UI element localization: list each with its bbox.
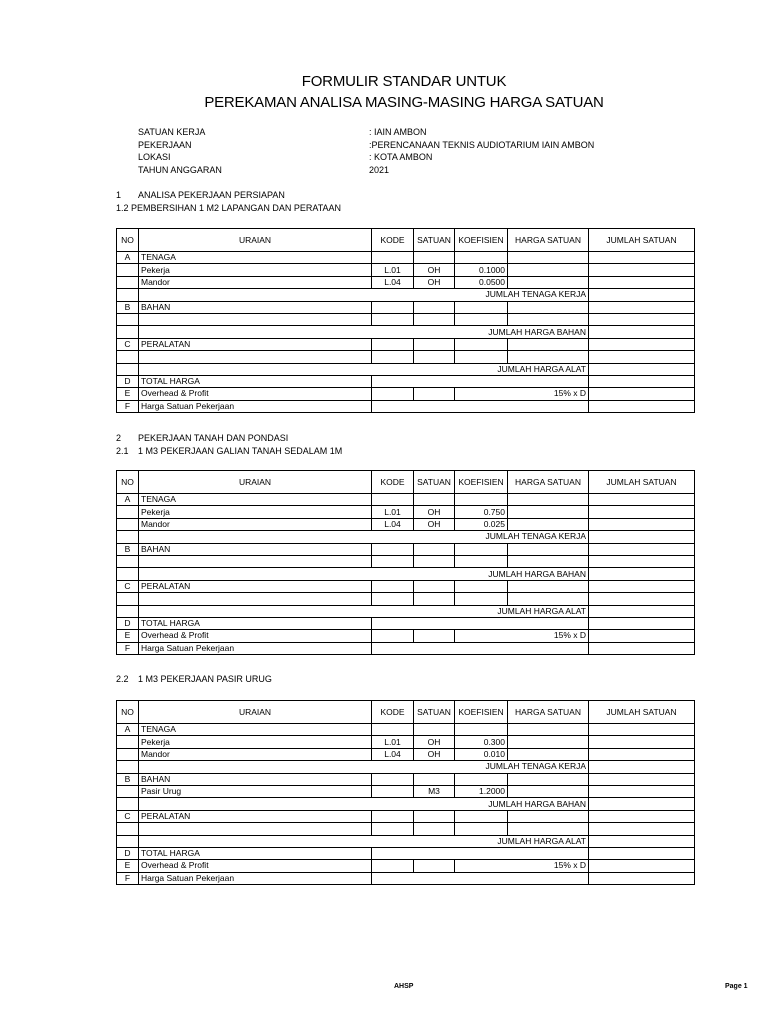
table-row [117, 785, 695, 797]
row-code: D [117, 847, 139, 859]
table-row [117, 810, 695, 822]
subtotal-label: JUMLAH TENAGA KERJA [139, 761, 589, 773]
col-header-kode: KODE [372, 229, 414, 252]
info-label: SATUAN KERJA [138, 127, 206, 137]
row-label: TOTAL HARGA [139, 847, 372, 859]
item-satuan: M3 [414, 785, 455, 797]
row-label: TENAGA [139, 724, 372, 736]
footer-page-number: Page 1 [725, 983, 748, 990]
col-header-uraian: URAIAN [139, 701, 372, 724]
table-row [117, 326, 695, 338]
table-header-row [117, 229, 695, 252]
subtotal-label: JUMLAH TENAGA KERJA [139, 531, 589, 543]
subtotal-label: JUMLAH TENAGA KERJA [139, 289, 589, 301]
info-label: TAHUN ANGGARAN [138, 165, 222, 175]
row-code: B [117, 773, 139, 785]
info-label: LOKASI [138, 152, 171, 162]
item-name: Mandor [139, 748, 372, 760]
col-header-jumlah-satuan: JUMLAH SATUAN [589, 229, 695, 252]
row-label: BAHAN [139, 543, 372, 555]
col-header-no: NO [117, 471, 139, 494]
table-row [117, 400, 695, 412]
col-header-harga-satuan: HARGA SATUAN [508, 471, 589, 494]
subtotal-label: JUMLAH HARGA ALAT [139, 363, 589, 375]
table-row [117, 580, 695, 592]
item-koefisien: 0.300 [455, 736, 508, 748]
row-code: F [117, 400, 139, 412]
col-header-harga-satuan: HARGA SATUAN [508, 229, 589, 252]
subtotal-label: JUMLAH HARGA BAHAN [139, 568, 589, 580]
row-label: Overhead & Profit [139, 388, 372, 400]
ahs-table-1 [116, 228, 695, 413]
table-row [117, 642, 695, 654]
section-1-title: ANALISA PEKERJAAN PERSIAPAN [138, 190, 285, 200]
subsection-2-2-title: 1 M3 PEKERJAAN PASIR URUG [138, 674, 272, 684]
table-row [117, 313, 695, 325]
table-row [117, 506, 695, 518]
col-header-kode: KODE [372, 471, 414, 494]
col-header-uraian: URAIAN [139, 229, 372, 252]
table-row [117, 860, 695, 872]
row-label: TENAGA [139, 494, 372, 506]
row-label: Harga Satuan Pekerjaan [139, 872, 372, 884]
info-value: : IAIN AMBON [369, 127, 427, 137]
row-code: A [117, 252, 139, 264]
table-row [117, 736, 695, 748]
section-1-number: 1 [116, 190, 122, 200]
row-code: E [117, 630, 139, 642]
row-label: TOTAL HARGA [139, 375, 372, 387]
item-kode: L.01 [372, 264, 414, 276]
col-header-satuan: SATUAN [414, 701, 455, 724]
item-name: Mandor [139, 276, 372, 288]
table-row [117, 847, 695, 859]
col-header-jumlah-satuan: JUMLAH SATUAN [589, 471, 695, 494]
subsection-2-2-number: 2.2 [116, 674, 129, 684]
row-code: A [117, 724, 139, 736]
col-header-no: NO [117, 701, 139, 724]
subtotal-label: JUMLAH HARGA ALAT [139, 835, 589, 847]
item-koefisien: 0.010 [455, 748, 508, 760]
info-value: 2021 [369, 165, 390, 175]
row-code: E [117, 860, 139, 872]
ahs-table-3 [116, 700, 695, 885]
col-header-uraian: URAIAN [139, 471, 372, 494]
item-name: Pekerja [139, 736, 372, 748]
ahs-table-2 [116, 470, 695, 655]
row-label: TENAGA [139, 252, 372, 264]
col-header-koefisien: KOEFISIEN [455, 471, 508, 494]
table-header-row [117, 471, 695, 494]
subtotal-label: JUMLAH HARGA ALAT [139, 605, 589, 617]
table-row [117, 531, 695, 543]
table-row [117, 605, 695, 617]
table-row [117, 724, 695, 736]
table-row [117, 301, 695, 313]
row-label: Harga Satuan Pekerjaan [139, 400, 372, 412]
table-row [117, 518, 695, 530]
table-row [117, 543, 695, 555]
subtotal-label: JUMLAH HARGA BAHAN [139, 798, 589, 810]
item-koefisien: 0.750 [455, 506, 508, 518]
subtotal-label: JUMLAH HARGA BAHAN [139, 326, 589, 338]
row-code: E [117, 388, 139, 400]
table-row [117, 773, 695, 785]
table-row [117, 363, 695, 375]
col-header-koefisien: KOEFISIEN [455, 701, 508, 724]
row-code: C [117, 810, 139, 822]
row-label: Overhead & Profit [139, 630, 372, 642]
item-kode: L.04 [372, 518, 414, 530]
subsection-2-1-number: 2.1 [116, 446, 129, 456]
item-satuan: OH [414, 264, 455, 276]
table-row [117, 630, 695, 642]
document-title-line1: FORMULIR STANDAR UNTUK [301, 73, 507, 90]
item-satuan: OH [414, 748, 455, 760]
footer-sheet-name: AHSP [394, 983, 414, 990]
table-row [117, 823, 695, 835]
section-2-number: 2 [116, 433, 122, 443]
row-label: Overhead & Profit [139, 860, 372, 872]
item-kode: L.04 [372, 276, 414, 288]
table-row [117, 761, 695, 773]
item-satuan: OH [414, 518, 455, 530]
item-kode: L.01 [372, 736, 414, 748]
item-satuan: OH [414, 276, 455, 288]
table-row [117, 276, 695, 288]
row-code: F [117, 872, 139, 884]
item-name: Pekerja [139, 264, 372, 276]
subsection-2-1-title: 1 M3 PEKERJAAN GALIAN TANAH SEDALAM 1M [138, 446, 343, 456]
row-label: PERALATAN [139, 810, 372, 822]
item-name: Pasir Urug [139, 785, 372, 797]
row-label: BAHAN [139, 773, 372, 785]
table-row [117, 351, 695, 363]
section-2-title: PEKERJAAN TANAH DAN PONDASI [138, 433, 289, 443]
info-label: PEKERJAAN [138, 140, 192, 150]
row-code: F [117, 642, 139, 654]
table-row [117, 568, 695, 580]
item-name: Pekerja [139, 506, 372, 518]
row-label: Harga Satuan Pekerjaan [139, 642, 372, 654]
document-title-line2: PEREKAMAN ANALISA MASING-MASING HARGA SATUAN [204, 94, 604, 111]
row-code: B [117, 301, 139, 313]
item-koefisien: 0.0500 [455, 276, 508, 288]
col-header-satuan: SATUAN [414, 471, 455, 494]
item-koefisien: 0.025 [455, 518, 508, 530]
item-kode: L.04 [372, 748, 414, 760]
row-label: BAHAN [139, 301, 372, 313]
col-header-koefisien: KOEFISIEN [455, 229, 508, 252]
item-koefisien: 0.1000 [455, 264, 508, 276]
overhead-percent: 15% x D [455, 388, 589, 400]
row-code: B [117, 543, 139, 555]
item-satuan: OH [414, 506, 455, 518]
item-kode: L.01 [372, 506, 414, 518]
col-header-kode: KODE [372, 701, 414, 724]
row-code: C [117, 580, 139, 592]
col-header-no: NO [117, 229, 139, 252]
table-row [117, 494, 695, 506]
table-row [117, 617, 695, 629]
row-code: A [117, 494, 139, 506]
row-code: D [117, 617, 139, 629]
table-row [117, 798, 695, 810]
table-row [117, 252, 695, 264]
table-row [117, 555, 695, 567]
table-row [117, 593, 695, 605]
item-name: Mandor [139, 518, 372, 530]
row-code: D [117, 375, 139, 387]
row-label: PERALATAN [139, 580, 372, 592]
table-row [117, 264, 695, 276]
overhead-percent: 15% x D [455, 860, 589, 872]
col-header-satuan: SATUAN [414, 229, 455, 252]
row-label: TOTAL HARGA [139, 617, 372, 629]
table-row [117, 872, 695, 884]
subsection-1-2-title: 1.2 PEMBERSIHAN 1 M2 LAPANGAN DAN PERATAAN [116, 203, 342, 213]
col-header-harga-satuan: HARGA SATUAN [508, 701, 589, 724]
table-header-row [117, 701, 695, 724]
info-value: :PERENCANAAN TEKNIS AUDIOTARIUM IAIN AMBON [369, 140, 595, 150]
col-header-jumlah-satuan: JUMLAH SATUAN [589, 701, 695, 724]
info-value: : KOTA AMBON [369, 152, 433, 162]
row-label: PERALATAN [139, 338, 372, 350]
table-row [117, 748, 695, 760]
table-row [117, 375, 695, 387]
table-row [117, 338, 695, 350]
table-row [117, 388, 695, 400]
row-code: C [117, 338, 139, 350]
item-koefisien: 1.2000 [455, 785, 508, 797]
item-satuan: OH [414, 736, 455, 748]
table-row [117, 835, 695, 847]
overhead-percent: 15% x D [455, 630, 589, 642]
table-row [117, 289, 695, 301]
